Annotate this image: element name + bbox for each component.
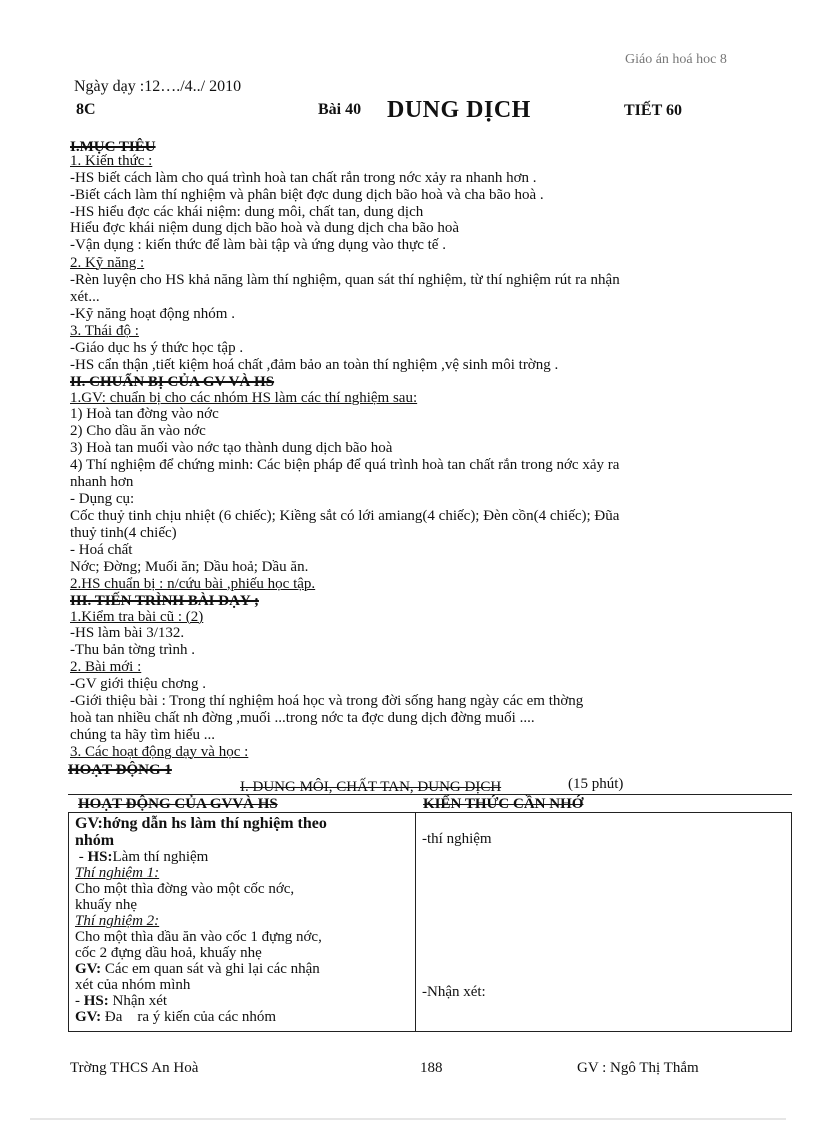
left-cell (69, 813, 416, 1032)
left-line: Thí nghiệm 2: (75, 913, 160, 929)
left-line: Thí nghiệm 1: (75, 865, 160, 881)
body-line: Hiểu đợc khái niệm dung dịch bão hoà và dung dịch cha bão hoà (70, 220, 460, 236)
left-line: GV: Đa ra ý kiến của các nhóm (75, 1009, 277, 1025)
left-line: khuấy nhẹ (75, 897, 138, 913)
page-bottom-edge (30, 1118, 786, 1120)
lesson-date: Ngày dạy :12…./4../ 2010 (74, 78, 242, 95)
activity-heading: HOẠT ĐỘNG 1 (68, 762, 172, 778)
body-line: xét... (70, 289, 100, 305)
footer-school: Trờng THCS An Hoà (70, 1060, 199, 1076)
list-item: 2) Cho dầu ăn vào nớc (70, 423, 206, 439)
body-line: - Hoá chất (70, 542, 133, 558)
left-line: GV: Các em quan sát và ghi lại các nhận (75, 961, 320, 977)
body-line: -HS cẩn thận ,tiết kiệm hoá chất ,đảm bảo an toàn thí nghiệm ,vệ sinh môi trờng . (70, 357, 559, 373)
left-line: Cho một thìa đờng vào một cốc nớc, (75, 881, 295, 897)
subheading: 2. Kỹ năng : (70, 255, 145, 271)
section-heading: III. TIẾN TRÌNH BÀI DẠY ; (70, 593, 259, 609)
period-label: TIẾT 60 (624, 102, 682, 119)
body-line: thuỷ tinh(4 chiếc) (70, 525, 177, 541)
page-title: DUNG DỊCH (387, 97, 531, 123)
left-line: nhóm (75, 832, 115, 849)
body-line: Nớc; Đờng; Muối ăn; Dầu hoả; Dầu ăn. (70, 559, 309, 575)
column-header-right: KIẾN THỨC CẦN NHỚ (423, 796, 584, 812)
left-line: cốc 2 đựng dầu hoả, khuấy nhẹ (75, 945, 262, 961)
body-line: -Giáo dục hs ý thức học tập . (70, 340, 244, 356)
body-line: - Dụng cụ: (70, 491, 135, 507)
left-line: - HS:Làm thí nghiệm (75, 849, 209, 865)
footer-teacher: GV : Ngô Thị Thắm (577, 1060, 699, 1076)
body-line: -Rèn luyện cho HS khả năng làm thí nghiệm, quan sát thí nghiệm, từ thí nghiệm rút ra nhận (70, 272, 620, 288)
list-item: 4) Thí nghiệm để chứng minh: Các biện pháp để quá trình hoà tan chất rắn trong nớc xảy ra (70, 457, 620, 473)
list-item: nhanh hơn (70, 474, 134, 490)
body-line: Cốc thuỷ tinh chịu nhiệt (6 chiếc); Kiềng sắt có lới amiang(4 chiếc); Đèn cồn(4 chiếc); Đũa (70, 508, 620, 524)
table-row (69, 813, 792, 1032)
left-line: Cho một thìa dầu ăn vào cốc 1 đựng nớc, (75, 929, 322, 945)
body-line: -HS làm bài 3/132. (70, 625, 185, 641)
body-line: -Giới thiệu bài : Trong thí nghiệm hoá học và trong đời sống hang ngày các em thờng (70, 693, 584, 709)
class-label: 8C (76, 101, 96, 118)
subheading: 1.GV: chuẩn bị cho các nhóm HS làm các thí nghiệm sau: (70, 390, 418, 406)
body-line: -Vận dụng : kiến thức để làm bài tập và ứng dụng vào thực tế . (70, 237, 446, 253)
list-item: 3) Hoà tan muối vào nớc tạo thành dung dịch bão hoà (70, 440, 393, 456)
body-line: -HS hiểu đợc các khái niệm: dung môi, chất tan, dung dịch (70, 204, 424, 220)
subheading: 2.HS chuẩn bị : n/cứu bài ,phiếu học tập. (70, 576, 316, 592)
subheading: 3. Thái độ : (70, 323, 139, 339)
body-line: -HS biết cách làm cho quá trình hoà tan chất rắn trong nớc xảy ra nhanh hơn . (70, 170, 537, 186)
right-line: -Nhận xét: (422, 984, 486, 1000)
body-line: -Kỹ năng hoạt động nhóm . (70, 306, 235, 322)
activity-section-title: I. DUNG MÔI, CHẤT TAN, DUNG DỊCH (240, 779, 502, 795)
left-line: GV:hớng dẫn hs làm thí nghiệm theo (75, 815, 327, 832)
divider (68, 794, 792, 795)
section-heading: II. CHUẨN BỊ CỦA GV VÀ HS (70, 374, 275, 390)
subheading: 1. Kiến thức : (70, 153, 153, 169)
right-line: -thí nghiệm (422, 831, 492, 847)
subheading: 1.Kiểm tra bài cũ : (2) (70, 609, 204, 625)
body-line: -GV giới thiệu chơng . (70, 676, 206, 692)
left-line: xét của nhóm mình (75, 977, 191, 993)
left-line: - HS: Nhận xét (75, 993, 168, 1009)
book-title: Giáo án hoá hoc 8 (625, 52, 727, 67)
list-item: 1) Hoà tan đờng vào nớc (70, 406, 219, 422)
left-line-text: Làm thí nghiệm (112, 849, 209, 865)
right-cell (416, 813, 792, 1032)
body-line: -Biết cách làm thí nghiệm và phân biệt đợc dung dịch bão hoà và cha bão hoà . (70, 187, 544, 203)
section-heading: I.MỤC TIÊU (70, 139, 156, 155)
page-number: 188 (420, 1060, 443, 1076)
body-line: chúng ta hãy tìm hiểu ... (70, 727, 215, 743)
column-header-left: HOẠT ĐỘNG CỦA GVVÀ HS (78, 796, 278, 812)
subheading: 2. Bài mới : (70, 659, 142, 675)
body-line: -Thu bản tờng trình . (70, 642, 195, 658)
lesson-number: Bài 40 (318, 101, 362, 118)
activity-duration: (15 phút) (568, 776, 624, 792)
activity-table (68, 812, 792, 1032)
subheading: 3. Các hoạt động dạy và học : (70, 744, 249, 760)
body-line: hoà tan nhiều chất nh đờng ,muối ...trong nớc ta đợc dung dịch đờng muối .... (70, 710, 535, 726)
